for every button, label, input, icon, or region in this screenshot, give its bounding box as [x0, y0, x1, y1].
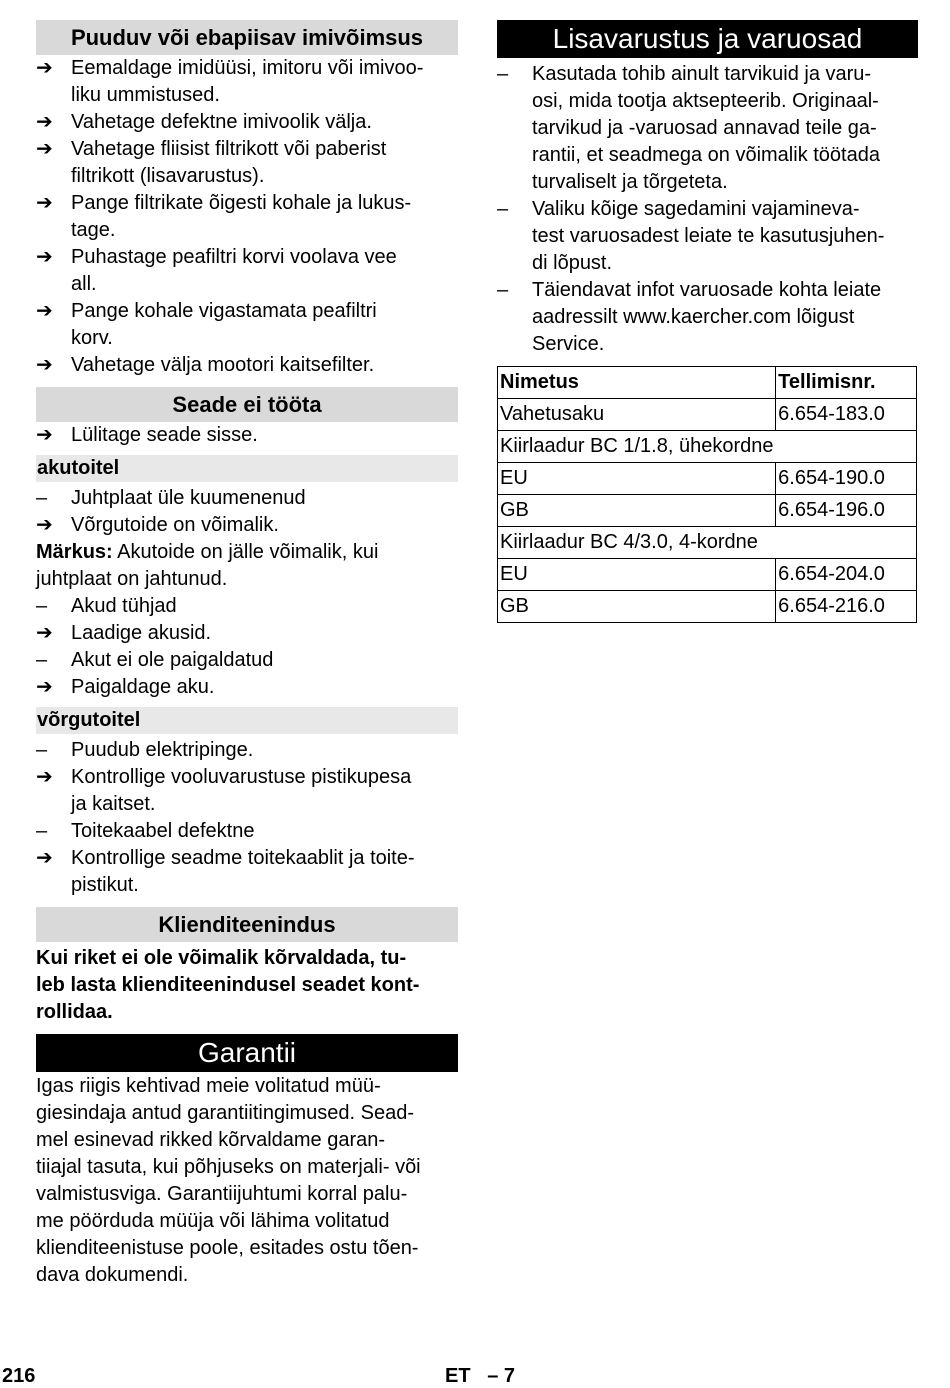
list-item: – Toitekaabel defektne: [36, 818, 458, 845]
table-cell: GB: [498, 495, 776, 527]
section-title-suction: Puuduv või ebapiisav imivõimsus: [36, 20, 458, 55]
list-item: ➔ Vahetage välja mootori kaitsefilter.: [36, 352, 458, 379]
table-cell: EU: [498, 559, 776, 591]
subsection-title-mains: võrgutoitel: [36, 707, 458, 734]
table-row: [498, 591, 917, 623]
list-item: ➔ Pange filtrikate õigesti kohale ja lukus- tage.: [36, 192, 412, 241]
dash-marker: –: [36, 649, 48, 671]
list-item: ➔ Eemaldage imidüüsi, imitoru või imivoo- liku ummistused.: [36, 57, 424, 106]
list-item: – Täiendavat infot varuosade kohta leiate aadressilt www.kaercher.com lõigust Service.: [497, 279, 882, 355]
table-row: [498, 431, 917, 463]
arrow-icon: ➔: [36, 676, 53, 698]
list-item: ➔ Paigaldage aku.: [36, 674, 458, 701]
list-item: – Kasutada tohib ainult tarvikuid ja varu- osi, mida tootja aktsepteerib. Originaal- tarvikud ja -varuosad annavad teile ga- rantii, et seadmega on võimalik töötada turvaliselt ja tõrgeteta.: [497, 63, 880, 193]
table-cell: 6.654-183.0: [776, 399, 917, 431]
arrow-icon: ➔: [36, 192, 53, 214]
section-title-not-working: Seade ei tööta: [36, 387, 458, 422]
list-item: ➔ Võrgutoide on võimalik.: [36, 512, 458, 539]
arrow-icon: ➔: [36, 622, 53, 644]
arrow-icon: ➔: [36, 111, 53, 133]
table-cell: Vahetusaku: [498, 399, 776, 431]
customer-service-text: Kui riket ei ole võimalik kõrvaldada, tu- leb lasta klienditeenindusel seadet kont- rollidaa.: [36, 947, 420, 1023]
table-cell: 6.654-196.0: [776, 495, 917, 527]
dash-marker: –: [36, 820, 48, 842]
language-page-label: ET – 7: [445, 1365, 516, 1387]
dash-marker: –: [497, 279, 509, 301]
table-header-row: [498, 367, 917, 399]
arrow-icon: ➔: [36, 300, 53, 322]
list-item: ➔ Kontrollige vooluvarustuse pistikupesa ja kaitset.: [36, 766, 412, 815]
table-group-cell: Kiirlaadur BC 1/1.8, ühekordne: [498, 431, 917, 463]
list-item: – Valiku kõige sagedamini vajamineva- test varuosadest leiate te kasutusjuhen- di lõpust.: [497, 198, 885, 274]
arrow-icon: ➔: [36, 424, 53, 446]
table-row: [498, 559, 917, 591]
arrow-icon: ➔: [36, 766, 53, 788]
page-number: 216: [2, 1365, 36, 1387]
section-title-warranty: Garantii: [36, 1034, 458, 1072]
dash-marker: –: [36, 595, 48, 617]
table-cell: 6.654-204.0: [776, 559, 917, 591]
table-cell: 6.654-190.0: [776, 463, 917, 495]
table-cell: GB: [498, 591, 776, 623]
arrow-icon: ➔: [36, 57, 53, 79]
table-row: [498, 495, 917, 527]
list-item: ➔ Vahetage fliisist filtrikott või paberist filtrikott (lisavarustus).: [36, 138, 387, 187]
warranty-text: Igas riigis kehtivad meie volitatud müü- giesindaja antud garantiitingimused. Sead- mel esinevad rikked kõrvaldame garan- tiiajal tasuta, kui põhjuseks on materjali- või valmistusviga. Garantiijuhtumi korral palu- me pöörduda müüja või lähima volitatud klienditeenistuse poole, esitades ostu tõen- dava dokumendi.: [36, 1075, 421, 1286]
table-header-cell: Nimetus: [498, 367, 776, 399]
section-title-customer-service: Klienditeenindus: [36, 907, 458, 942]
note-label: Märkus:: [36, 541, 113, 563]
arrow-icon: ➔: [36, 354, 53, 376]
list-item: ➔ Laadige akusid.: [36, 620, 458, 647]
arrow-icon: ➔: [36, 514, 53, 536]
left-column: [36, 20, 458, 1289]
list-item: ➔ Kontrollige seadme toitekaablit ja toite- pistikut.: [36, 847, 415, 896]
dash-marker: –: [36, 487, 48, 509]
dash-marker: –: [36, 739, 48, 761]
list-item: – Puudub elektripinge.: [36, 737, 458, 764]
list-item: ➔ Lülitage seade sisse.: [36, 422, 458, 449]
subsection-title-battery: akutoitel: [36, 455, 458, 482]
table-row: [498, 399, 917, 431]
arrow-icon: ➔: [36, 246, 53, 268]
table-cell: 6.654-216.0: [776, 591, 917, 623]
list-item: ➔ Vahetage defektne imivoolik välja.: [36, 109, 458, 136]
section-title-accessories: Lisavarustus ja varuosad: [497, 20, 918, 58]
table-group-cell: Kiirlaadur BC 4/3.0, 4-kordne: [498, 527, 917, 559]
list-item: – Akud tühjad: [36, 593, 458, 620]
list-item: ➔ Pange kohale vigastamata peafiltri korv.: [36, 300, 377, 349]
arrow-icon: ➔: [36, 138, 53, 160]
dash-marker: –: [497, 63, 509, 85]
table-row: [498, 527, 917, 559]
arrow-icon: ➔: [36, 847, 53, 869]
list-item: – Akut ei ole paigaldatud: [36, 647, 458, 674]
table-header-cell: Tellimisnr.: [776, 367, 917, 399]
table-cell: EU: [498, 463, 776, 495]
right-column: [497, 20, 918, 623]
note: Märkus: Akutoide on jälle võimalik, kui juhtplaat on jahtunud.: [36, 541, 379, 590]
suction-list: [36, 55, 458, 379]
parts-table: [497, 366, 917, 623]
list-item: – Juhtplaat üle kuumenenud: [36, 485, 458, 512]
table-row: [498, 463, 917, 495]
dash-marker: –: [497, 198, 509, 220]
list-item: ➔ Puhastage peafiltri korvi voolava vee all.: [36, 246, 397, 295]
